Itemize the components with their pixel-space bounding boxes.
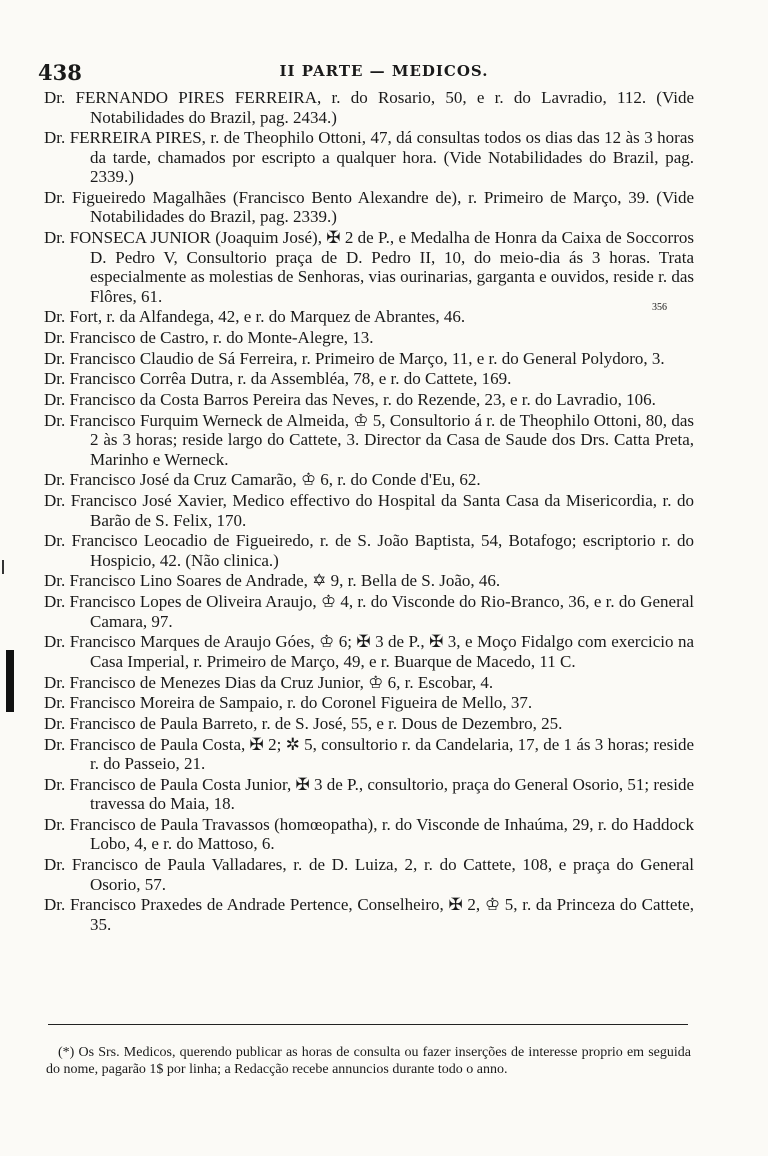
list-item: Dr. Francisco de Paula Barreto, r. de S. José, 55, e r. Dous de Dezembro, 25.: [44, 713, 563, 733]
list-item: Dr. Francisco Praxedes de Andrade Pertence, Conselheiro, ✠ 2, ♔ 5, r. da Princeza do Cattete, 35.: [44, 895, 694, 934]
list-item: Dr. Figueiredo Magalhães (Francisco Bento Alexandre de), r. Primeiro de Março, 39. (Vide Notabilidades do Brazil, pag. 2339.): [44, 187, 694, 227]
list-item: Dr. Fort, r. da Alfandega, 42, e r. do Marquez de Abrantes, 46.: [44, 307, 466, 327]
list-item: Dr. Francisco Leocadio de Figueiredo, r. de S. João Baptista, 54, Botafogo; escriptorio r. do Hospicio, 42. (Não clinica.): [44, 531, 694, 570]
list-item: Dr. Francisco de Paula Costa, ✠ 2; ✲ 5, consultorio r. da Candelaria, 17, de 1 ás 3 horas; reside r. do Passeio, 21.: [44, 734, 694, 774]
list-item: Dr. FONSECA JUNIOR (Joaquim José), ✠ 2 de P., e Medalha de Honra da Caixa de Soccorros D. Pedro V, Consultorio praça de D. Pedro II, 10, do meio-dia ás 3 horas. Trata especialmente as molestias de Senhoras, vias ourinarias, garganta e ouvidos, reside r. das Flôres, 61.: [44, 228, 694, 306]
scan-edge-bar: [6, 650, 14, 712]
page-number: 438: [38, 60, 82, 85]
list-item: Dr. Francisco da Costa Barros Pereira das Neves, r. do Rezende, 23, e r. do Lavradio, 106.: [44, 390, 656, 409]
list-item: Dr. Francisco Furquim Werneck de Almeida, ♔ 5, Consultorio á r. de Theophilo Ottoni, 80, das 2 às 3 horas; reside largo do Cattete, 3. Director da Casa de Saude dos Drs. Catta Preta, Marinho e Werneck.: [44, 410, 694, 469]
list-item: Dr. Francisco de Menezes Dias da Cruz Junior, ♔ 6, r. Escobar, 4.: [44, 672, 494, 692]
list-item: Dr. Francisco de Castro, r. do Monte-Alegre, 13.: [44, 327, 374, 347]
list-item: Dr. Francisco Moreira de Sampaio, r. do Coronel Figueira de Mello, 37.: [44, 693, 533, 713]
list-item: Dr. Francisco Lopes de Oliveira Araujo, ♔ 4, r. do Visconde do Rio-Branco, 36, e r. do General Camara, 97.: [44, 592, 694, 631]
footnote-divider: [48, 1024, 688, 1025]
list-item: Dr. Francisco Claudio de Sá Ferreira, r. Primeiro de Março, 11, e r. do General Polydoro, 3.: [44, 348, 665, 368]
list-item: Dr. FERNANDO PIRES FERREIRA, r. do Rosario, 50, e r. do Lavradio, 112. (Vide Notabilidades do Brazil, pag. 2434.): [44, 88, 694, 127]
list-item: Dr. Francisco de Paula Valladares, r. de D. Luiza, 2, r. do Cattete, 108, e praça do General Osorio, 57.: [44, 855, 694, 894]
list-item: Dr. Francisco de Paula Costa Junior, ✠ 3 de P., consultorio, praça do General Osorio, 51; reside travessa do Maia, 18.: [44, 774, 694, 814]
list-item: Dr. Francisco Corrêa Dutra, r. da Assembléa, 78, e r. do Cattete, 169.: [44, 369, 512, 389]
list-item: Dr. Francisco Lino Soares de Andrade, ✡ 9, r. Bella de S. João, 46.: [44, 571, 501, 591]
medicos-list: [44, 88, 694, 936]
footnote: (*) Os Srs. Medicos, querendo publicar as horas de consulta ou fazer inserções de interesse proprio em seguida do nome, pagarão 1$ por linha; a Redacção recebe annuncios durante todo o anno.: [46, 1045, 691, 1077]
list-item: Dr. FERREIRA PIRES, r. de Theophilo Ottoni, 47, dá consultas todos os dias das 12 às 3 horas da tarde, chamados por escripto a qualquer hora. (Vide Notabilidades do Brazil, pag. 2339.): [44, 128, 694, 187]
list-item: Dr. Francisco José Xavier, Medico effectivo do Hospital da Santa Casa da Misericordia, r. do Barão de S. Felix, 170.: [44, 491, 694, 530]
scan-mark: [2, 560, 4, 574]
list-item: Dr. Francisco Marques de Araujo Góes, ♔ 6; ✠ 3 de P., ✠ 3, e Moço Fidalgo com exercicio na Casa Imperial, r. Primeiro de Março, 49, e r. Buarque de Macedo, 11 C.: [44, 632, 694, 671]
list-item: Dr. Francisco José da Cruz Camarão, ♔ 6, r. do Conde d'Eu, 62.: [44, 470, 481, 490]
list-item: Dr. Francisco de Paula Travassos (homœopatha), r. do Visconde de Inhaúma, 29, r. do Haddock Lobo, 4, e r. do Mattoso, 6.: [44, 814, 694, 854]
margin-note: 356: [652, 302, 667, 313]
running-title: II PARTE — MEDICOS.: [279, 62, 489, 80]
